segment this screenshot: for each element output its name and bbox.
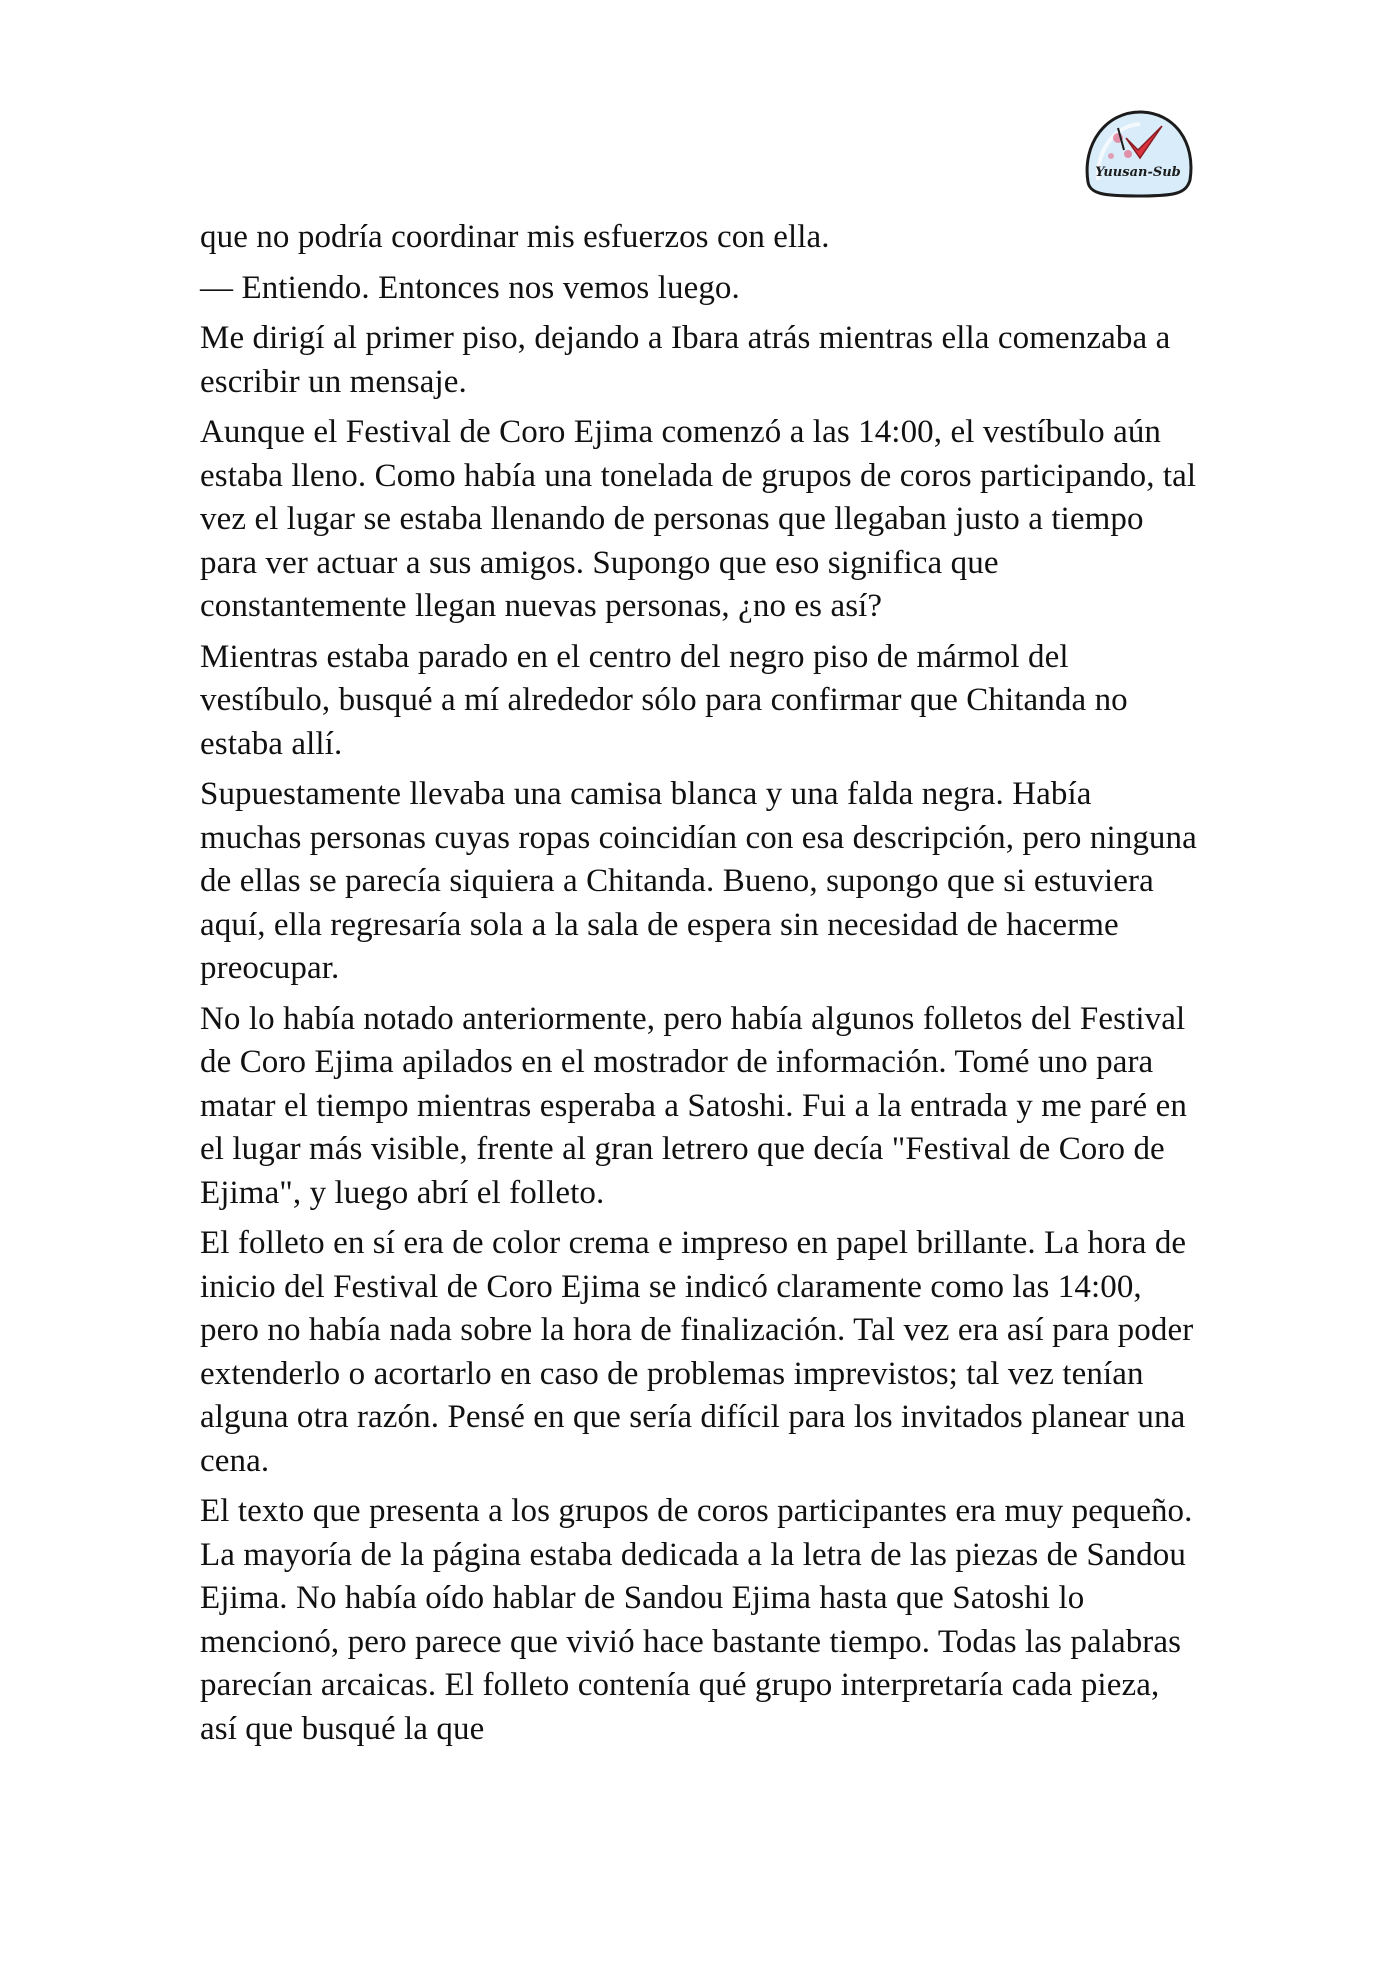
paragraph: Aunque el Festival de Coro Ejima comenzó a las 14:00, el vestíbulo aún estaba lleno. Como había una tonelada de grupos de coros participando, tal vez el lugar se estaba llenando de personas que llegaban justo a tiempo para ver actuar a sus amigos. Supongo que eso significa que constantemente llegan nuevas personas, ¿no es así? [200,414,1197,624]
paragraph: Me dirigí al primer piso, dejando a Ibara atrás mientras ella comenzaba a escribir un mensaje. [200,320,1171,400]
paragraph: — Entiendo. Entonces nos vemos luego. [200,269,740,306]
paragraph: El texto que presenta a los grupos de coros participantes era muy pequeño. La mayoría de la página estaba dedicada a la letra de las piezas de Sandou Ejima. No había oído hablar de Sandou Ejima hasta que Satoshi lo mencionó, pero parece que vivió hace bastante tiempo. Todas las palabras parecían arcaicas. El folleto contenía qué grupo interpretaría cada pieza, así que busqué la que [200,1493,1193,1747]
yuusan-sub-logo [1078,104,1198,200]
paragraph: No lo había notado anteriormente, pero había algunos folletos del Festival de Coro Ejima apilados en el mostrador de información. Tomé uno para matar el tiempo mientras esperaba a Satoshi. Fui a la entrada y me paré en el lugar más visible, frente al gran letrero que decía "Festival de Coro de Ejima", y luego abrí el folleto. [200,1000,1187,1211]
logo-text: Yuusan-Sub [1095,165,1181,180]
paragraph: Supuestamente llevaba una camisa blanca y una falda negra. Había muchas personas cuyas ropas coincidían con esa descripción, pero ninguna de ellas se parecía siquiera a Chitanda. Bueno, supongo que si estuviera aquí, ella regresaría sola a la sala de espera sin necesidad de hacerme preocupar. [200,776,1197,986]
logo-badge-icon [1078,104,1198,200]
paragraph: Mientras estaba parado en el centro del negro piso de mármol del vestíbulo, busqué a mí alrededor sólo para confirmar que Chitanda no estaba allí. [200,638,1128,762]
body-text [200,216,1200,1758]
paragraph: que no podría coordinar mis esfuerzos con ella. [200,219,830,255]
paragraph: El folleto en sí era de color crema e impreso en papel brillante. La hora de inicio del Festival de Coro Ejima se indicó claramente como las 14:00, pero no había nada sobre la hora de finalización. Tal vez era así para poder extenderlo o acortarlo en caso de problemas imprevistos; tal vez tenían alguna otra razón. Pensé en que sería difícil para los invitados planear una cena. [200,1225,1194,1479]
